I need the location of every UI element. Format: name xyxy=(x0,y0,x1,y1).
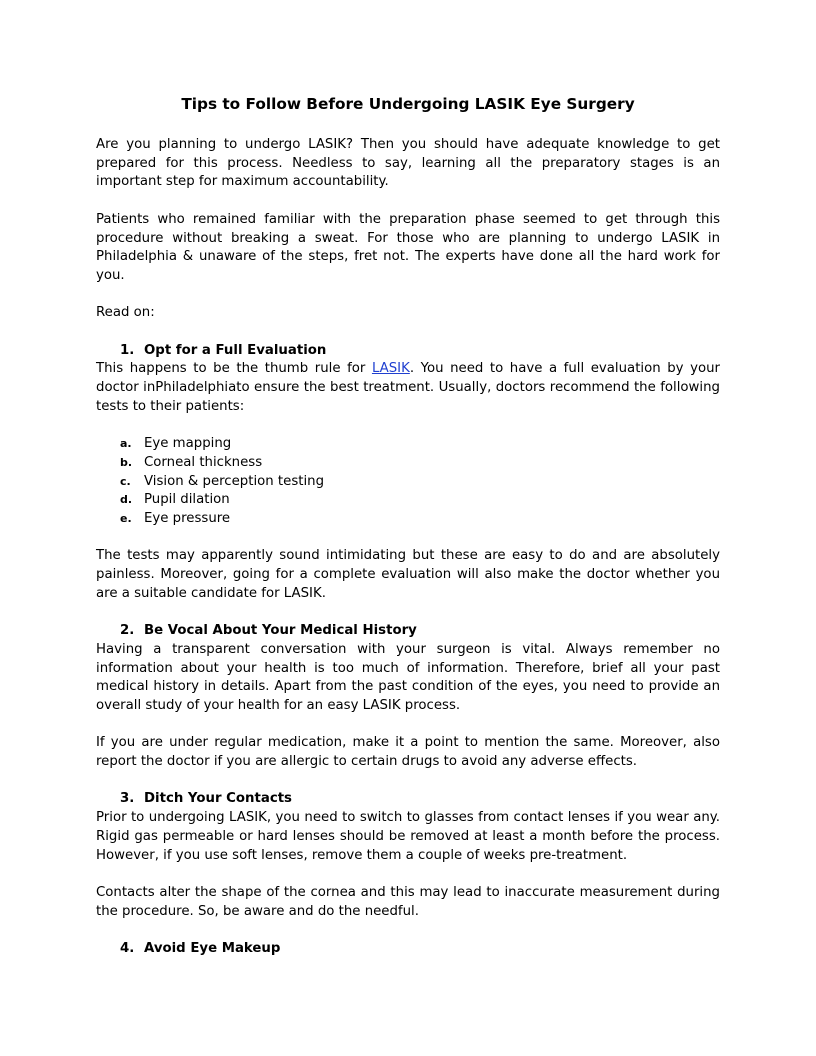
list-item xyxy=(96,473,720,492)
section-title: Opt for a Full Evaluation xyxy=(144,342,327,358)
list-text: Vision & perception testing xyxy=(144,473,325,489)
intro-paragraph-1: Are you planning to undergo LASIK? Then you should have adequate knowledge to get prepared for this process. Needless to say, learning all the preparatory stages is an important step for maximum accountability. xyxy=(96,137,720,190)
list-text: Pupil dilation xyxy=(144,492,230,508)
intro-paragraph-3: Read on: xyxy=(96,305,155,321)
section-heading-1 xyxy=(96,342,720,361)
section-heading-3 xyxy=(96,790,720,809)
lasik-link[interactable]: LASIK xyxy=(371,361,410,377)
list-item xyxy=(96,510,720,529)
section-2-paragraph-1: Having a transparent conversation with your surgeon is vital. Always remember no information about your health is too much of information. Therefore, brief all your past medical history in details. Apart from the past condition of the eyes, you need to provide an overall study of your health for an easy LASIK process. xyxy=(96,641,720,713)
section-heading-4 xyxy=(96,940,720,959)
section-2-paragraph-2: If you are under regular medication, make it a point to mention the same. Moreover, also report the doctor if you are allergic to certain drugs to avoid any adverse effects. xyxy=(96,735,720,770)
document-page xyxy=(96,94,720,959)
text-before-link: This happens to be the thumb rule for xyxy=(96,361,372,377)
section-1-paragraph-2: The tests may apparently sound intimidating but these are easy to do and are absolutely painless. Moreover, going for a complete evaluation will also make the doctor whether you are a suitable candidate for LASIK. xyxy=(96,548,720,601)
section-number: 3. xyxy=(120,791,135,807)
section-1-paragraph-1 xyxy=(96,360,720,416)
text-after-link: . You need to have a full evaluation by your doctor inPhiladelphiato ensure the best treatment. Usually, doctors recommend the following tests to their patients: xyxy=(96,361,720,414)
section-heading-2 xyxy=(96,622,720,641)
section-number: 1. xyxy=(120,342,135,358)
section-number: 2. xyxy=(120,623,135,639)
list-item xyxy=(96,435,720,454)
section-title: Ditch Your Contacts xyxy=(144,791,292,807)
list-text: Eye mapping xyxy=(144,436,232,452)
intro-paragraph-2: Patients who remained familiar with the preparation phase seemed to get through this procedure without breaking a sweat. For those who are planning to undergo LASIK in Philadelphia & unaware of the steps, fret not. The experts have done all the hard work for you. xyxy=(96,211,720,283)
list-text: Eye pressure xyxy=(144,510,231,526)
list-item xyxy=(96,454,720,473)
section-title: Avoid Eye Makeup xyxy=(144,941,281,956)
section-title: Be Vocal About Your Medical History xyxy=(144,623,417,639)
list-letter: a. xyxy=(120,437,132,451)
section-3-paragraph-1: Prior to undergoing LASIK, you need to switch to glasses from contact lenses if you wear any. Rigid gas permeable or hard lenses should be removed at least a month before the process. However, if you use soft lenses, remove them a couple of weeks pre-treatment. xyxy=(96,810,720,863)
list-letter: e. xyxy=(120,511,132,525)
list-letter: c. xyxy=(120,474,131,488)
tests-list xyxy=(96,435,720,528)
list-text: Corneal thickness xyxy=(144,454,263,470)
list-letter: d. xyxy=(120,493,133,507)
list-letter: b. xyxy=(120,455,133,469)
section-number: 4. xyxy=(120,941,135,956)
page-title: Tips to Follow Before Undergoing LASIK Eye Surgery xyxy=(181,95,635,113)
list-item xyxy=(96,491,720,510)
section-3-paragraph-2: Contacts alter the shape of the cornea and this may lead to inaccurate measurement during the procedure. So, be aware and do the needful. xyxy=(96,884,720,919)
